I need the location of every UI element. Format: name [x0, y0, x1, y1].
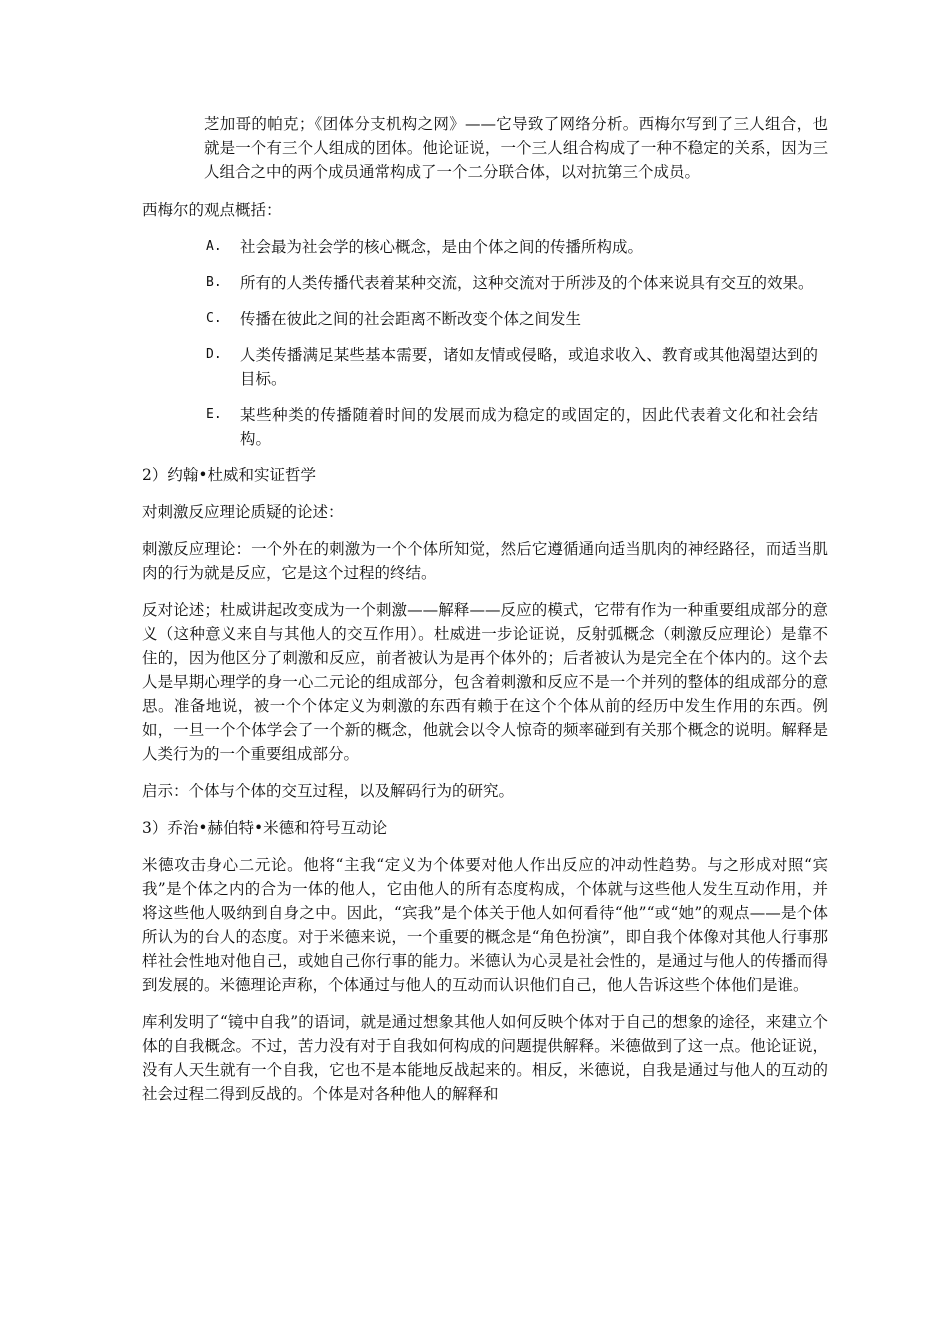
list-item-text: 某些种类的传播随着时间的发展而成为稳定的或固定的，因此代表着文化和社会结构。 — [240, 406, 818, 448]
list-item-text: 人类传播满足某些基本需要，诸如友情或侵略，或追求收入、教育或其他渴望达到的目标。 — [240, 346, 818, 388]
section-2-subheading: 对刺激反应理论质疑的论述： — [142, 503, 344, 521]
section-2-paragraph-3: 启示：个体与个体的交互过程，以及解码行为的研究。 — [142, 782, 515, 800]
section-2-heading: 2）约翰•杜威和实证哲学 — [142, 466, 317, 484]
list-marker: C. — [206, 311, 222, 326]
section-2-paragraph-2: 反对论述；杜威讲起改变成为一个刺激——解释——反应的模式，它带有作为一种重要组成部分的意义（这种意义来自与其他人的交互作用）。杜威进一步论证说，反射弧概念（刺激反应理论）是靠不住的，因为他区分了刺激和反应，前者被认为是再个体外的；后者被认为是完全在个体内的。这个去人是早期心理学的身一心二元论的组成部分，包含着刺激和反应不是一个并列的整体的组成部分的意思。准备地说，被一个个体定义为刺激的东西有赖于在这个个体从前的经历中发生作用的东西。例如，一旦一个个体学会了一个新的概念，他就会以令人惊奇的频率碰到有关那个概念的说明。解释是人类行为的一个重要组成部分。 — [142, 601, 828, 763]
list-item — [142, 271, 828, 295]
list-item-text: 所有的人类传播代表着某种交流，这种交流对于所涉及的个体来说具有交互的效果。 — [240, 274, 814, 292]
summary-list — [142, 235, 828, 451]
list-marker: E. — [206, 407, 222, 422]
list-marker: A. — [206, 239, 222, 254]
summary-title: 西梅尔的观点概括： — [142, 201, 282, 219]
document-page — [142, 112, 828, 1119]
section-3-heading: 3）乔治•赫伯特•米德和符号互动论 — [142, 819, 388, 837]
list-item-text: 社会最为社会学的核心概念，是由个体之间的传播所构成。 — [240, 238, 644, 256]
list-item — [142, 307, 828, 331]
intro-quote-block — [204, 112, 828, 184]
section-2-paragraph-1: 刺激反应理论：一个外在的刺激为一个个体所知觉，然后它遵循通向适当肌肉的神经路径，而适当肌肉的行为就是反应，它是这个过程的终结。 — [142, 540, 828, 582]
list-item — [142, 403, 828, 451]
list-marker: B. — [206, 275, 222, 290]
list-marker: D. — [206, 347, 222, 362]
list-item — [142, 235, 828, 259]
intro-quote: 芝加哥的帕克；《团体分支机构之网》——它导致了网络分析。西梅尔写到了三人组合，也就是一个有三个人组成的团体。他论证说，一个三人组合构成了一种不稳定的关系，因为三人组合之中的两个成员通常构成了一个二分联合体，以对抗第三个成员。 — [204, 115, 828, 181]
section-3-paragraph-2: 库利发明了“镜中自我”的语词，就是通过想象其他人如何反映个体对于自己的想象的途径，来建立个体的自我概念。不过，苦力没有对于自我如何构成的问题提供解释。米德做到了这一点。他论证说，没有人天生就有一个自我，它也不是本能地反战起来的。相反，米德说，自我是通过与他人的互动的社会过程二得到反战的。个体是对各种他人的解释和 — [142, 1013, 828, 1103]
list-item-text: 传播在彼此之间的社会距离不断改变个体之间发生 — [240, 310, 582, 328]
list-item — [142, 343, 828, 391]
section-3-paragraph-1: 米德攻击身心二元论。他将“主我“定义为个体要对他人作出反应的冲动性趋势。与之形成对照“宾我”是个体之内的合为一体的他人，它由他人的所有态度构成，个体就与这些他人发生互动作用，并将这些他人吸纳到自身之中。因此，“宾我”是个体关于他人如何看待“他”“或“她”的观点——是个体所认为的台人的态度。对于米德来说，一个重要的概念是“角色扮演”，即自我个体像对其他人行事那样社会性地对他自己，或她自己你行事的能力。米德认为心灵是社会性的，是通过与他人的传播而得到发展的。米德理论声称，个体通过与他人的互动而认识他们自己，他人告诉这些个体他们是谁。 — [142, 856, 828, 994]
